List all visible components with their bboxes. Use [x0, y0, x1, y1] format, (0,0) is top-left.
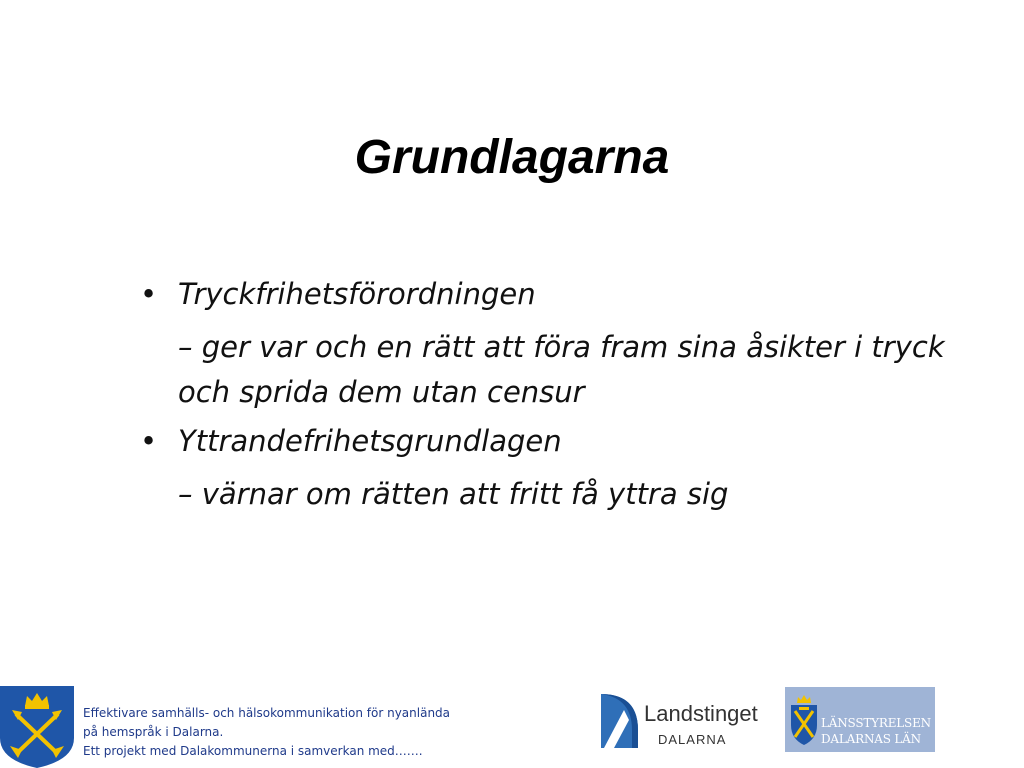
- bullet-description: – ger var och en rätt att föra fram sina åsikter i tryck och sprida dem utan censur: [178, 330, 945, 409]
- footer-text: [83, 704, 543, 761]
- landstinget-name: Landstinget: [644, 701, 758, 726]
- bullet-item: [140, 272, 960, 317]
- lansstyrelsen-logo: [785, 687, 935, 752]
- footer-line: Ett projekt med Dalakommunerna i samverkan med…….: [83, 744, 423, 758]
- landstinget-region: DALARNA: [658, 732, 727, 747]
- bullet-item: [140, 419, 960, 464]
- dalarna-crest-icon: [0, 686, 74, 768]
- bullet-icon: •: [140, 424, 158, 458]
- slide-content: [140, 272, 960, 517]
- lansstyrelsen-line: LÄNSSTYRELSEN: [821, 716, 931, 730]
- dalarna-crest-small-icon: [787, 695, 821, 747]
- footer-line: Effektivare samhälls- och hälsokommunikation för nyanlända: [83, 706, 451, 720]
- lansstyrelsen-line: DALARNAS LÄN: [821, 732, 921, 746]
- footer-line: på hemspråk i Dalarna.: [83, 725, 224, 739]
- lansstyrelsen-text: [821, 715, 933, 747]
- bullet-icon: •: [140, 277, 158, 311]
- bullet-heading: Yttrandefrihetsgrundlagen: [178, 424, 562, 458]
- slide-title: Grundlagarna: [354, 131, 670, 184]
- bullet-heading: Tryckfrihetsförordningen: [178, 277, 536, 311]
- bullet-description: – värnar om rätten att fritt få yttra sig: [178, 477, 729, 511]
- landstinget-logo: [598, 690, 758, 752]
